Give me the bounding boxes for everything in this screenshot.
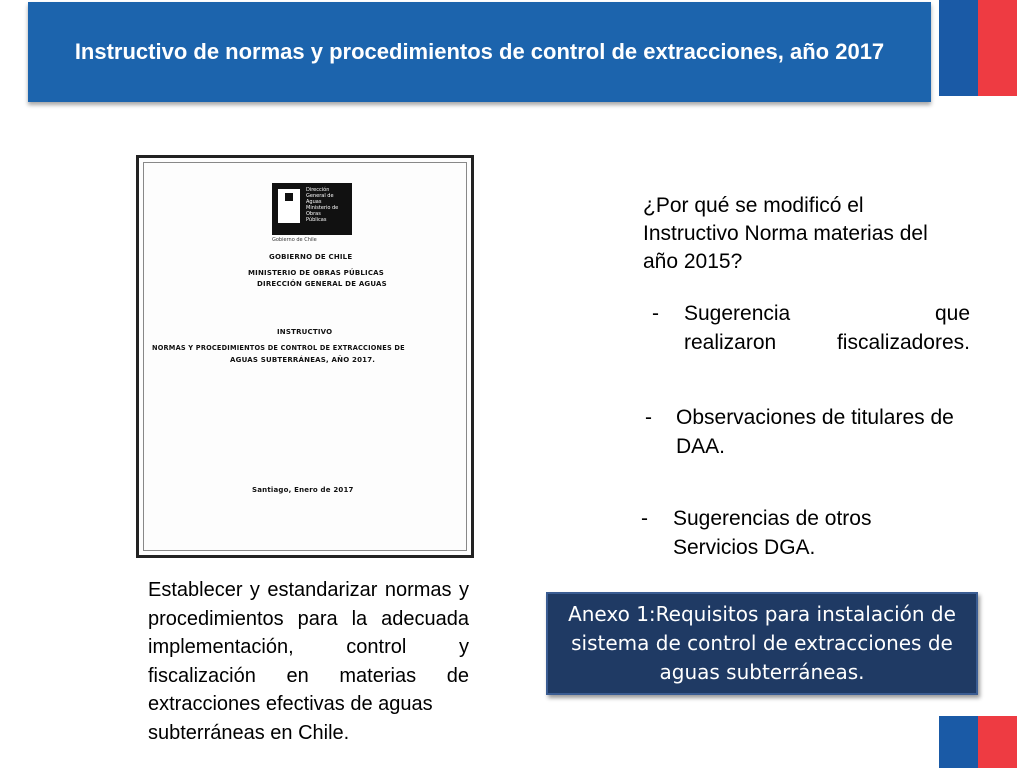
title-banner <box>28 2 931 102</box>
bullet-dash: - <box>652 302 659 325</box>
annex-text: Anexo 1:Requisitos para instalación de sistema de control de extracciones de aguas subterráneas. <box>568 602 956 684</box>
bullet-dash: - <box>645 406 652 429</box>
doc-ministerio: MINISTERIO DE OBRAS PÚBLICAS <box>248 269 385 277</box>
logo-caption: Gobierno de Chile <box>272 237 317 243</box>
question-heading: ¿Por qué se modificó el Instructivo Norma materias del año 2015? <box>643 194 928 273</box>
doc-fecha: Santiago, Enero de 2017 <box>252 486 354 494</box>
description-paragraph <box>148 576 469 747</box>
bullet-text-line2: realizaron fiscalizadores. <box>684 331 970 354</box>
bullet-text: Observaciones de titulares de DAA. <box>676 406 954 458</box>
bullet-dash: - <box>641 507 648 530</box>
bullet-item <box>641 504 941 564</box>
bullet-text-line1: Sugerencia que <box>684 302 970 325</box>
coat-of-arms-icon <box>278 189 300 223</box>
flag-decoration-top <box>939 0 1017 96</box>
bullet-item <box>645 403 985 463</box>
document-cover-image <box>136 155 474 558</box>
slide-title: Instructivo de normas y procedimientos de control de extracciones, año 2017 <box>74 39 885 64</box>
dga-logo: Dirección General de Aguas Ministerio de Obras Públicas <box>272 183 352 235</box>
doc-gobierno: GOBIERNO DE CHILE <box>269 253 353 261</box>
flag-decoration-bottom <box>939 716 1017 768</box>
doc-instructivo: INSTRUCTIVO <box>277 328 333 336</box>
doc-normas-line1: NORMAS Y PROCEDIMIENTOS DE CONTROL DE EXTRACCIONES DE <box>152 344 405 352</box>
description-body: Establecer y estandarizar normas y procedimientos para la adecuada implementación, control y fiscalización en materias de extracciones efectivas de aguas <box>148 579 469 715</box>
bullet-text: Sugerencias de otros Servicios DGA. <box>673 507 872 559</box>
description-last-line: subterráneas en Chile. <box>148 721 350 744</box>
doc-direccion: DIRECCIÓN GENERAL DE AGUAS <box>257 280 387 288</box>
doc-normas-line2: AGUAS SUBTERRÁNEAS, AÑO 2017. <box>230 356 376 364</box>
bullet-item <box>652 299 972 359</box>
annex-box <box>546 592 978 695</box>
